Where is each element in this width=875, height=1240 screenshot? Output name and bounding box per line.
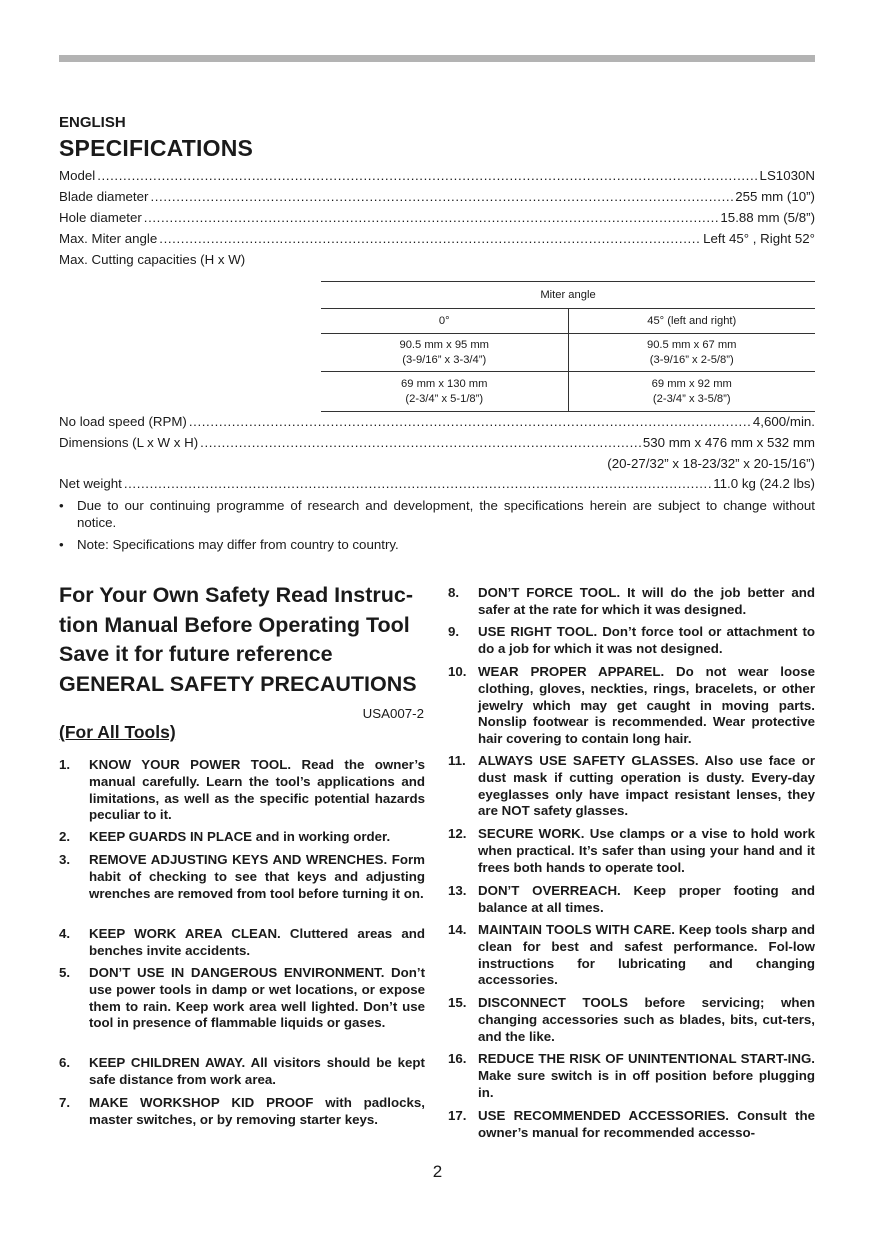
table-cell	[568, 334, 815, 372]
language-label: ENGLISH	[59, 114, 126, 131]
table-cell	[321, 334, 568, 372]
leader-dots	[159, 231, 701, 246]
item-text: KEEP GUARDS IN PLACE and in working order.	[89, 829, 391, 844]
spec-label: Model	[59, 168, 96, 183]
item-number: 9.	[448, 624, 460, 639]
safety-item	[59, 829, 425, 846]
safety-item	[448, 624, 815, 658]
item-number: 7.	[59, 1095, 71, 1110]
safety-item	[448, 664, 815, 748]
cell-imperial: (2-3/4” x 3-5/8”)	[652, 392, 731, 405]
safety-item	[448, 585, 815, 619]
top-rule	[59, 55, 815, 62]
item-text: REDUCE THE RISK OF UNINTENTIONAL START-ING. Make sure switch is in off position before plugging in.	[478, 1051, 815, 1100]
item-text: MAKE WORKSHOP KID PROOF with padlocks, master switches, or by removing starter keys.	[89, 1095, 425, 1127]
leader-dots	[124, 476, 711, 491]
safety-heading	[59, 581, 439, 699]
leader-dots	[144, 210, 719, 225]
spec-row-hole-diameter	[59, 210, 815, 228]
safety-item	[59, 757, 425, 824]
item-text: MAINTAIN TOOLS WITH CARE. Keep tools sharp and clean for best and safest performance. Fol-low instructions for lubricating and changing accessories.	[478, 922, 815, 988]
spec-label: Net weight	[59, 476, 122, 491]
spec-label: Dimensions (L x W x H)	[59, 435, 199, 450]
item-number: 3.	[59, 852, 71, 867]
leader-dots	[97, 168, 757, 183]
spec-value: 11.0 kg (24.2 lbs)	[713, 476, 815, 491]
item-text: KEEP CHILDREN AWAY. All visitors should be kept safe distance from work area.	[89, 1055, 425, 1087]
cutting-capacity-table	[321, 281, 815, 412]
leader-dots	[189, 414, 751, 429]
spec-row-max-cutting-capacities	[59, 252, 815, 270]
note-item	[59, 536, 815, 553]
safety-item	[59, 1055, 425, 1089]
dimensions-imperial: (20-27/32” x 18-23/32” x 20-15/16”)	[607, 456, 815, 471]
safety-item	[448, 826, 815, 876]
spec-row-max-miter-angle	[59, 231, 815, 249]
note-item	[59, 497, 815, 531]
table-cell	[568, 372, 815, 412]
item-number: 4.	[59, 926, 71, 941]
table-header-miter-angle: Miter angle	[321, 282, 815, 309]
item-text: KNOW YOUR POWER TOOL. Read the owner’s manual carefully. Learn the tool’s applications and limitations, as well as the specific potential hazards peculiar to it.	[89, 757, 425, 823]
cell-imperial: (3-9/16” x 3-3/4”)	[402, 353, 487, 366]
safety-item	[59, 1095, 425, 1129]
item-number: 15.	[448, 995, 467, 1010]
heading-line: Save it for future reference	[59, 642, 333, 666]
item-text: DON’T OVERREACH. Keep proper footing and balance at all times.	[478, 883, 815, 915]
spec-label: Max. Cutting capacities (H x W)	[59, 252, 246, 267]
cell-metric: 69 mm x 130 mm	[401, 377, 488, 390]
safety-item	[448, 922, 815, 989]
item-number: 6.	[59, 1055, 71, 1070]
spec-row-blade-diameter	[59, 189, 815, 207]
cell-imperial: (2-3/4” x 5-1/8”)	[405, 392, 484, 405]
bullet-icon: •	[59, 498, 64, 513]
item-number: 16.	[448, 1051, 467, 1066]
spec-value: Left 45° , Right 52°	[703, 231, 815, 246]
item-number: 14.	[448, 922, 467, 937]
safety-item	[59, 965, 425, 1032]
heading-line: tion Manual Before Operating Tool	[59, 612, 410, 637]
table-cell	[321, 372, 568, 412]
spec-label: Max. Miter angle	[59, 231, 158, 246]
note-text: Note: Specifications may differ from country to country.	[77, 537, 399, 552]
item-number: 2.	[59, 829, 71, 844]
safety-item	[448, 883, 815, 917]
spec-value: LS1030N	[759, 168, 815, 183]
leader-dots	[150, 189, 733, 204]
heading-line: GENERAL SAFETY PRECAUTIONS	[59, 671, 417, 696]
leader-dots	[200, 435, 641, 450]
spec-label: Hole diameter	[59, 210, 142, 225]
table-row	[321, 372, 815, 412]
spec-row-model	[59, 168, 815, 186]
section-subtitle: (For All Tools)	[59, 722, 176, 742]
heading-line: For Your Own Safety Read Instruc-	[59, 583, 414, 607]
safety-item	[59, 852, 425, 902]
spec-row-net-weight	[59, 476, 815, 494]
column-header-0-degrees: 0°	[321, 309, 568, 334]
spec-label: No load speed (RPM)	[59, 414, 187, 429]
spec-row-dimensions	[59, 435, 815, 453]
safety-item	[448, 995, 815, 1045]
item-text: DON’T USE IN DANGEROUS ENVIRONMENT. Don’t use power tools in damp or wet locations, or expose them to rain. Keep work area well lighted. Don’t use tool in presence of flammable liquids or gases.	[89, 965, 425, 1031]
safety-item	[448, 1108, 815, 1142]
page-number: 2	[432, 1162, 443, 1181]
document-code: USA007-2	[362, 706, 424, 721]
item-number: 17.	[448, 1108, 467, 1123]
item-text: ALWAYS USE SAFETY GLASSES. Also use face or dust mask if cutting operation is dusty. Every-day eyeglasses only have impact resistant lenses, they are NOT safety glasses.	[478, 753, 815, 819]
item-text: DON’T FORCE TOOL. It will do the job better and safer at the rate for which it was designed.	[478, 585, 815, 617]
item-text: USE RIGHT TOOL. Don’t force tool or attachment to do a job for which it was not designed.	[478, 624, 815, 656]
item-number: 1.	[59, 757, 71, 772]
safety-item	[448, 753, 815, 820]
item-text: REMOVE ADJUSTING KEYS AND WRENCHES. Form habit of checking to see that keys and adjusting wrenches are removed from tool before turning it on.	[89, 852, 425, 901]
column-header-45-degrees: 45° (left and right)	[568, 309, 815, 334]
spec-value: 15.88 mm (5/8”)	[720, 210, 815, 225]
item-text: WEAR PROPER APPAREL. Do not wear loose clothing, gloves, neckties, rings, bracelets, or other jewelry which may get caught in moving parts. Nonslip footwear is recommended. Wear protective hair covering to contain long hair.	[478, 664, 815, 747]
bullet-icon: •	[59, 537, 64, 552]
item-text: SECURE WORK. Use clamps or a vise to hold work when practical. It’s safer than using your hand and it frees both hands to operate tool.	[478, 826, 815, 875]
table-row	[321, 334, 815, 372]
cell-metric: 69 mm x 92 mm	[651, 377, 732, 390]
note-text: Due to our continuing programme of research and development, the specifications herein are subject to change without notice.	[77, 498, 815, 530]
cell-imperial: (3-9/16” x 2-5/8”)	[649, 353, 734, 366]
spec-value: 4,600/min.	[752, 414, 815, 429]
item-number: 13.	[448, 883, 467, 898]
safety-item	[448, 1051, 815, 1101]
spec-row-no-load-speed	[59, 414, 815, 432]
cell-metric: 90.5 mm x 67 mm	[646, 338, 737, 351]
item-number: 10.	[448, 664, 467, 679]
item-text: DISCONNECT TOOLS before servicing; when changing accessories such as blades, bits, cut-ters, and the like.	[478, 995, 815, 1044]
spec-label: Blade diameter	[59, 189, 149, 204]
cell-metric: 90.5 mm x 95 mm	[399, 338, 490, 351]
item-number: 5.	[59, 965, 71, 980]
item-number: 12.	[448, 826, 467, 841]
item-number: 8.	[448, 585, 460, 600]
item-text: KEEP WORK AREA CLEAN. Cluttered areas and benches invite accidents.	[89, 926, 425, 958]
safety-item	[59, 926, 425, 960]
item-number: 11.	[448, 753, 466, 768]
item-text: USE RECOMMENDED ACCESSORIES. Consult the owner’s manual for recommended accesso-	[478, 1108, 815, 1140]
specifications-title: SPECIFICATIONS	[59, 135, 254, 161]
spec-value: 530 mm x 476 mm x 532 mm	[642, 435, 815, 450]
spec-value: 255 mm (10”)	[735, 189, 815, 204]
